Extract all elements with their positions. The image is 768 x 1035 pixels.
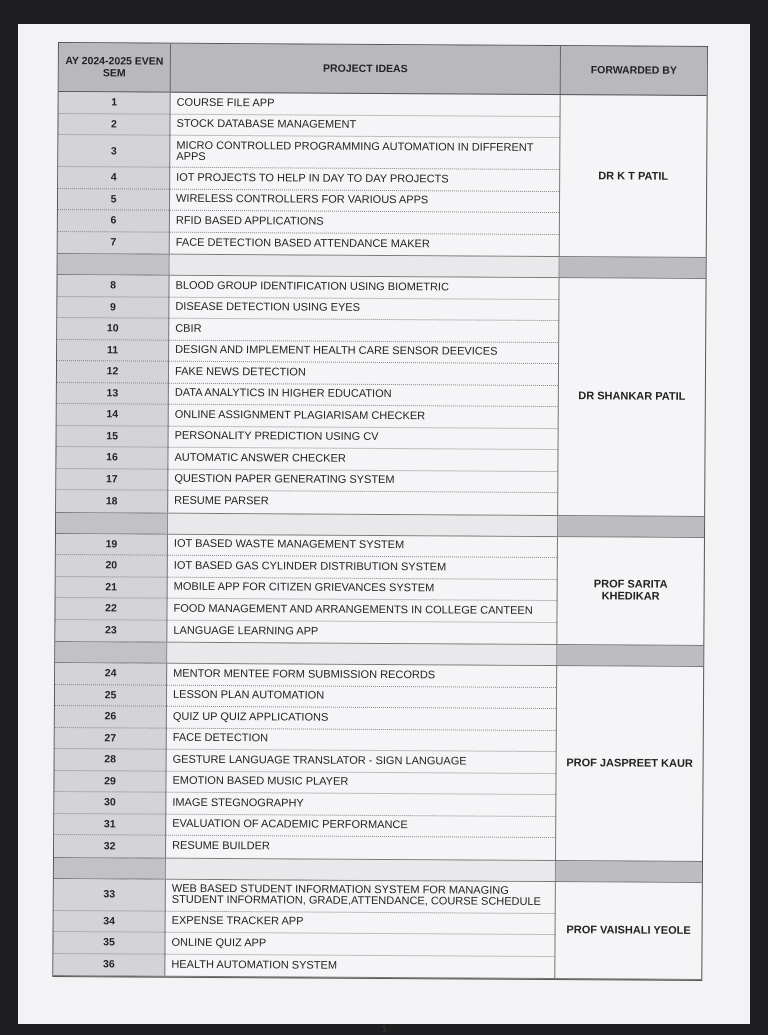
faculty-group bbox=[54, 663, 703, 861]
table-body bbox=[53, 92, 706, 980]
ideas-column bbox=[170, 93, 561, 256]
project-idea: WIRELESS CONTROLLERS FOR VARIOUS APPS bbox=[170, 189, 559, 213]
project-idea: STOCK DATABASE MANAGEMENT bbox=[170, 114, 559, 138]
serial-column bbox=[53, 878, 166, 975]
separator-cell bbox=[54, 857, 166, 878]
project-idea: EXPENSE TRACKER APP bbox=[166, 911, 555, 935]
project-idea: ONLINE ASSIGNMENT PLAGIARISAM CHECKER bbox=[169, 405, 558, 429]
row-number: 12 bbox=[57, 361, 168, 383]
separator-cell bbox=[556, 861, 702, 882]
faculty-group bbox=[58, 92, 707, 258]
project-idea: FOOD MANAGEMENT AND ARRANGEMENTS IN COLLEGE CANTEEN bbox=[167, 599, 556, 623]
project-idea: FACE DETECTION bbox=[167, 728, 556, 752]
project-idea: RESUME BUILDER bbox=[172, 839, 270, 853]
row-number: 24 bbox=[55, 663, 166, 685]
row-number: 16 bbox=[56, 447, 167, 469]
row-number: 5 bbox=[58, 189, 169, 211]
separator-cell bbox=[168, 513, 558, 535]
row-number: 30 bbox=[54, 792, 165, 814]
row-number: 18 bbox=[105, 495, 118, 508]
row-number: 21 bbox=[56, 576, 167, 598]
project-idea: HEALTH AUTOMATION SYSTEM bbox=[171, 958, 338, 972]
row-number: 26 bbox=[55, 706, 166, 728]
row-number: 34 bbox=[54, 910, 165, 932]
project-idea: IOT BASED WASTE MANAGEMENT SYSTEM bbox=[168, 534, 557, 558]
row-number: 2 bbox=[58, 114, 169, 136]
row-number: 28 bbox=[55, 749, 166, 771]
row-number: 35 bbox=[53, 932, 164, 954]
serial-column bbox=[56, 275, 169, 512]
project-idea: FACE DETECTION BASED ATTENDANCE MAKER bbox=[175, 236, 430, 251]
separator-cell bbox=[167, 643, 557, 665]
row-number: 10 bbox=[57, 318, 168, 340]
separator-cell bbox=[170, 255, 560, 277]
project-idea: EMOTION BASED MUSIC PLAYER bbox=[166, 771, 555, 795]
row-number: 36 bbox=[102, 958, 115, 971]
project-idea: EVALUATION OF ACADEMIC PERFORMANCE bbox=[166, 814, 555, 838]
forwarded-by-name: PROF VAISHALI YEOLE bbox=[566, 923, 691, 937]
row-number: 23 bbox=[105, 624, 117, 637]
forwarded-by-name: PROF JASPREET KAUR bbox=[566, 756, 693, 770]
row-number: 19 bbox=[56, 533, 167, 555]
project-idea: DISEASE DETECTION USING EYES bbox=[169, 297, 558, 321]
serial-column bbox=[55, 533, 168, 641]
project-idea: RFID BASED APPLICATIONS bbox=[170, 211, 559, 235]
row-number: 25 bbox=[55, 684, 166, 706]
row-number: 29 bbox=[54, 770, 165, 792]
project-idea: IOT PROJECTS TO HELP IN DAY TO DAY PROJECTS bbox=[170, 168, 559, 192]
table-header bbox=[59, 43, 707, 96]
row-number: 22 bbox=[55, 598, 166, 620]
project-idea: PERSONALITY PREDICTION USING CV bbox=[169, 426, 558, 450]
faculty-group bbox=[55, 533, 704, 645]
separator-cell bbox=[56, 512, 168, 533]
project-idea: MENTOR MENTEE FORM SUBMISSION RECORDS bbox=[167, 664, 556, 688]
serial-column bbox=[54, 663, 167, 857]
separator-cell bbox=[560, 257, 706, 278]
separator-cell bbox=[166, 858, 556, 880]
row-number: 9 bbox=[57, 297, 168, 319]
separator-cell bbox=[558, 516, 704, 537]
row-number: 14 bbox=[57, 404, 168, 426]
project-idea: LESSON PLAN AUTOMATION bbox=[167, 685, 556, 709]
row-number: 15 bbox=[57, 425, 168, 447]
project-idea: WEB BASED STUDENT INFORMATION SYSTEM FOR MANAGING STUDENT INFORMATION, GRADE,ATTENDANCE, COURSE SCHEDULE bbox=[166, 879, 555, 913]
separator-cell bbox=[55, 642, 167, 663]
project-idea: FAKE NEWS DETECTION bbox=[169, 362, 558, 386]
row-number: 11 bbox=[57, 340, 168, 362]
row-number: 17 bbox=[56, 468, 167, 490]
project-idea: MICRO CONTROLLED PROGRAMMING AUTOMATION IN DIFFERENT APPS bbox=[170, 136, 559, 170]
row-number: 31 bbox=[54, 813, 165, 835]
serial-column bbox=[58, 92, 171, 254]
ideas-column bbox=[165, 879, 556, 978]
row-number: 3 bbox=[58, 135, 169, 168]
forwarded-by-name: DR SHANKAR PATIL bbox=[578, 390, 686, 404]
project-idea: IOT BASED GAS CYLINDER DISTRIBUTION SYSTEM bbox=[168, 556, 557, 580]
document-page bbox=[18, 24, 750, 1035]
row-number: 4 bbox=[58, 167, 169, 189]
row-number: 1 bbox=[59, 92, 170, 114]
project-idea: COURSE FILE APP bbox=[171, 93, 560, 117]
page-number: 1 bbox=[381, 1024, 387, 1035]
header-forwarded-by: FORWARDED BY bbox=[590, 64, 677, 77]
separator-cell bbox=[557, 645, 703, 666]
project-idea: IMAGE STEGNOGRAPHY bbox=[166, 793, 555, 817]
row-number: 7 bbox=[110, 236, 117, 249]
row-number: 33 bbox=[54, 878, 165, 911]
header-semester: AY 2024-2025 EVEN SEM bbox=[59, 43, 171, 92]
ideas-column bbox=[166, 664, 557, 860]
separator-cell bbox=[58, 254, 170, 275]
project-idea: BLOOD GROUP IDENTIFICATION USING BIOMETRIC bbox=[169, 276, 558, 300]
forwarded-by-name: DR K T PATIL bbox=[598, 169, 669, 183]
project-idea: QUIZ UP QUIZ APPLICATIONS bbox=[167, 707, 556, 731]
project-idea: ONLINE QUIZ APP bbox=[165, 933, 554, 957]
project-idea: DESIGN AND IMPLEMENT HEALTH CARE SENSOR DEEVICES bbox=[169, 340, 558, 364]
faculty-group bbox=[56, 275, 705, 516]
forwarded-by-name: PROF SARITA KHEDIKAR bbox=[593, 578, 668, 603]
header-project-ideas: PROJECT IDEAS bbox=[171, 44, 561, 94]
row-number: 13 bbox=[57, 382, 168, 404]
row-number: 27 bbox=[55, 727, 166, 749]
ideas-column bbox=[168, 276, 559, 515]
faculty-group bbox=[53, 878, 702, 979]
project-idea: RESUME PARSER bbox=[174, 494, 269, 508]
project-idea: GESTURE LANGUAGE TRANSLATOR - SIGN LANGUAGE bbox=[167, 750, 556, 774]
ideas-column bbox=[167, 534, 558, 644]
row-number: 8 bbox=[57, 275, 168, 297]
project-idea: QUESTION PAPER GENERATING SYSTEM bbox=[168, 469, 557, 493]
project-idea: LANGUAGE LEARNING APP bbox=[173, 624, 319, 638]
project-idea: DATA ANALYTICS IN HIGHER EDUCATION bbox=[169, 383, 558, 407]
row-number: 20 bbox=[56, 555, 167, 577]
row-number: 6 bbox=[58, 210, 169, 232]
project-idea: CBIR bbox=[169, 319, 558, 343]
project-idea: MOBILE APP FOR CITIZEN GRIEVANCES SYSTEM bbox=[168, 577, 557, 601]
row-number: 32 bbox=[103, 840, 116, 853]
project-ideas-table bbox=[52, 42, 708, 981]
project-idea: AUTOMATIC ANSWER CHECKER bbox=[168, 448, 557, 472]
